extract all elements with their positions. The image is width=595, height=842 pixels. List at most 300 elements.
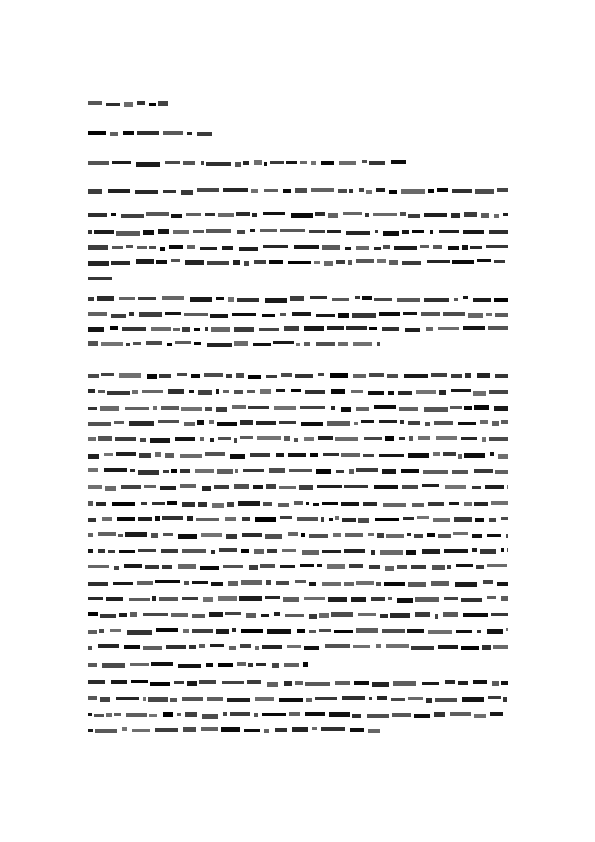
illegible-word [88, 422, 111, 426]
illegible-word [377, 342, 380, 346]
illegible-word [463, 613, 488, 617]
illegible-word [114, 566, 119, 570]
illegible-word [393, 681, 416, 686]
illegible-word [428, 502, 444, 506]
illegible-word [159, 374, 171, 378]
illegible-word [322, 582, 341, 586]
illegible-word [335, 681, 350, 685]
illegible-word [382, 629, 405, 633]
illegible-word [237, 230, 245, 234]
illegible-word [253, 343, 271, 346]
illegible-word [424, 298, 449, 302]
illegible-word [166, 645, 186, 649]
illegible-word [284, 436, 290, 441]
illegible-word [239, 596, 262, 601]
illegible-word [443, 612, 458, 617]
illegible-word [98, 436, 112, 441]
illegible-word [318, 373, 324, 376]
illegible-word [88, 297, 94, 301]
illegible-word [145, 565, 159, 569]
illegible-word [227, 502, 234, 507]
illegible-word [211, 550, 215, 554]
illegible-word [158, 101, 168, 106]
illegible-word [206, 162, 231, 166]
illegible-word [369, 565, 380, 569]
illegible-word [88, 189, 102, 194]
illegible-word [300, 161, 307, 164]
illegible-word [88, 161, 109, 165]
illegible-word [345, 533, 363, 537]
illegible-word [250, 229, 255, 232]
illegible-word [104, 468, 127, 472]
illegible-word [321, 517, 324, 522]
illegible-word [305, 682, 330, 686]
illegible-word [121, 485, 141, 489]
illegible-word [218, 663, 233, 667]
illegible-word [494, 214, 499, 218]
illegible-word [474, 714, 486, 718]
illegible-word [116, 231, 140, 236]
illegible-word [288, 453, 306, 457]
illegible-word [210, 314, 228, 318]
illegible-word [186, 213, 201, 216]
illegible-word [420, 245, 429, 248]
illegible-word [192, 629, 213, 633]
illegible-word [281, 373, 292, 377]
illegible-word [181, 190, 193, 195]
illegible-word [265, 534, 282, 539]
illegible-word [129, 598, 150, 601]
illegible-word [301, 422, 323, 426]
illegible-word [130, 469, 135, 472]
illegible-word [102, 517, 112, 521]
illegible-word [266, 375, 277, 378]
illegible-word [422, 682, 439, 685]
illegible-word [264, 162, 267, 166]
illegible-word [265, 298, 287, 303]
illegible-word [233, 260, 240, 265]
illegible-word [323, 453, 339, 456]
illegible-word [116, 697, 139, 700]
illegible-word [254, 549, 264, 554]
illegible-word [88, 729, 93, 732]
illegible-word [234, 390, 243, 394]
illegible-word [415, 612, 430, 617]
illegible-word [124, 102, 133, 107]
illegible-word [309, 614, 317, 619]
illegible-word [362, 296, 372, 300]
illegible-word [283, 597, 299, 602]
illegible-word [489, 390, 508, 394]
illegible-word [196, 518, 219, 521]
illegible-word [373, 213, 397, 216]
illegible-word [88, 501, 93, 506]
illegible-word [110, 132, 118, 136]
illegible-word [209, 612, 223, 617]
illegible-word [398, 391, 412, 395]
illegible-word [182, 697, 203, 701]
illegible-word [200, 566, 219, 570]
illegible-word [443, 312, 465, 316]
illegible-word [356, 259, 374, 263]
illegible-word [327, 564, 345, 569]
illegible-word [472, 548, 477, 552]
illegible-word [443, 452, 456, 456]
illegible-word [387, 374, 398, 378]
illegible-word [185, 260, 204, 265]
illegible-word [383, 503, 406, 507]
illegible-word [201, 161, 204, 165]
illegible-word [353, 374, 366, 378]
illegible-word [458, 454, 462, 459]
illegible-word [461, 598, 482, 602]
illegible-word [175, 437, 195, 441]
illegible-word [156, 260, 167, 264]
illegible-word [362, 160, 367, 163]
illegible-word [490, 712, 503, 716]
illegible-word [183, 727, 196, 732]
illegible-word [497, 582, 508, 586]
illegible-word [491, 501, 508, 505]
illegible-word [487, 564, 507, 567]
illegible-word [376, 188, 385, 192]
illegible-word [160, 247, 165, 251]
illegible-word [198, 390, 212, 395]
illegible-word [431, 581, 449, 586]
illegible-word [301, 533, 305, 537]
illegible-word [444, 549, 468, 553]
illegible-word [163, 533, 173, 536]
illegible-word [139, 453, 151, 458]
illegible-word [325, 644, 350, 648]
illegible-word [123, 131, 134, 135]
illegible-word [146, 212, 169, 216]
illegible-word [291, 389, 301, 392]
illegible-word [110, 326, 118, 330]
illegible-word [300, 564, 314, 567]
illegible-word [252, 213, 257, 217]
illegible-word [303, 662, 308, 667]
illegible-word [219, 548, 237, 552]
illegible-word [205, 213, 215, 216]
illegible-word [309, 230, 325, 233]
illegible-word [445, 680, 455, 684]
illegible-word [152, 596, 156, 601]
illegible-word [171, 259, 180, 262]
illegible-word [211, 327, 230, 332]
illegible-word [456, 564, 473, 567]
illegible-word [88, 437, 96, 441]
illegible-word [221, 727, 240, 732]
illegible-word [283, 189, 291, 193]
illegible-word [88, 327, 104, 332]
illegible-word [88, 518, 96, 522]
illegible-word [88, 680, 105, 684]
illegible-word [226, 534, 237, 539]
illegible-word [178, 534, 197, 539]
illegible-word [163, 131, 183, 135]
illegible-word [382, 469, 396, 474]
illegible-word [491, 613, 508, 616]
illegible-word [369, 327, 377, 330]
illegible-word [274, 612, 280, 616]
illegible-word [345, 247, 351, 250]
illegible-word [412, 503, 424, 507]
illegible-word [349, 469, 354, 474]
illegible-word [88, 612, 98, 616]
illegible-word [197, 420, 204, 425]
illegible-word [202, 486, 211, 491]
illegible-word [237, 662, 246, 666]
illegible-word [138, 549, 156, 552]
illegible-word [411, 646, 434, 650]
illegible-word [161, 549, 178, 553]
illegible-word [141, 502, 147, 505]
illegible-word [262, 314, 275, 317]
illegible-word [454, 298, 458, 301]
illegible-word [439, 390, 446, 395]
illegible-word [223, 188, 248, 192]
illegible-word [88, 663, 97, 667]
illegible-word [187, 681, 197, 686]
illegible-word [240, 644, 251, 648]
illegible-word [335, 437, 358, 441]
illegible-word [309, 582, 316, 586]
illegible-word [336, 470, 344, 473]
illegible-word [209, 420, 214, 424]
illegible-word [328, 213, 338, 218]
illegible-word [369, 697, 372, 700]
illegible-word [369, 373, 384, 377]
illegible-word [335, 516, 339, 520]
illegible-word [140, 438, 146, 442]
illegible-word [358, 518, 369, 523]
illegible-word [100, 697, 110, 702]
illegible-word [389, 260, 398, 265]
illegible-word [332, 298, 349, 301]
illegible-word [241, 580, 262, 585]
illegible-word [282, 549, 296, 552]
illegible-word [280, 229, 305, 232]
illegible-word [374, 298, 392, 301]
illegible-word [435, 614, 438, 619]
illegible-word [267, 549, 277, 553]
illegible-word [126, 343, 130, 346]
illegible-word [319, 629, 331, 632]
illegible-word [339, 161, 356, 165]
illegible-word [289, 469, 312, 472]
illegible-word [105, 486, 116, 491]
illegible-word [254, 160, 262, 165]
illegible-word [304, 597, 325, 600]
illegible-word [235, 469, 238, 473]
illegible-word [482, 645, 491, 650]
illegible-word [492, 421, 499, 426]
illegible-word [353, 342, 372, 346]
illegible-word [331, 389, 345, 394]
illegible-word [376, 644, 381, 648]
illegible-word [161, 406, 179, 410]
illegible-word [305, 390, 325, 394]
illegible-word [218, 213, 234, 217]
illegible-word [397, 598, 413, 603]
illegible-word [379, 420, 397, 423]
illegible-word [132, 390, 138, 394]
illegible-word [155, 452, 161, 457]
illegible-word [488, 326, 508, 330]
illegible-word [207, 697, 223, 701]
illegible-word [304, 342, 310, 346]
illegible-word [94, 230, 114, 234]
illegible-word [106, 103, 120, 106]
illegible-word [464, 453, 485, 458]
illegible-word [490, 452, 494, 456]
illegible-word [143, 646, 162, 650]
illegible-word [177, 373, 187, 376]
illegible-word [260, 564, 275, 568]
illegible-word [383, 245, 390, 249]
illegible-word [111, 680, 127, 684]
illegible-word [349, 564, 363, 568]
illegible-word [389, 190, 397, 194]
illegible-word [178, 664, 201, 668]
illegible-word [329, 518, 333, 521]
illegible-word [189, 390, 194, 393]
illegible-word [88, 245, 108, 250]
illegible-word [251, 189, 258, 193]
illegible-word [88, 630, 97, 634]
illegible-word [143, 613, 168, 616]
illegible-word [344, 582, 354, 586]
illegible-word [98, 644, 119, 648]
illegible-word [294, 245, 319, 249]
illegible-word [402, 230, 409, 234]
illegible-word [368, 533, 374, 536]
illegible-word [468, 313, 483, 318]
illegible-word [171, 214, 182, 218]
illegible-word [455, 582, 477, 587]
illegible-word [402, 485, 418, 489]
illegible-word [494, 298, 508, 302]
illegible-word [106, 713, 112, 717]
illegible-word [98, 390, 105, 393]
illegible-word [129, 421, 154, 426]
illegible-word [408, 697, 423, 700]
illegible-word [424, 407, 448, 412]
illegible-word [394, 246, 417, 250]
illegible-word [122, 327, 146, 331]
illegible-word [207, 343, 232, 347]
illegible-word [371, 597, 385, 601]
illegible-word [88, 565, 109, 568]
illegible-word [401, 469, 419, 473]
illegible-word [367, 714, 389, 718]
illegible-word [439, 230, 459, 233]
illegible-word [304, 437, 314, 441]
illegible-word [304, 646, 319, 650]
illegible-word [401, 189, 425, 194]
illegible-word [206, 229, 231, 233]
illegible-word [330, 373, 348, 378]
illegible-word [312, 727, 317, 730]
illegible-word [200, 247, 217, 250]
illegible-word [305, 712, 325, 716]
illegible-word [474, 469, 493, 473]
illegible-word [150, 438, 170, 443]
illegible-word [434, 712, 445, 717]
illegible-word [356, 407, 369, 411]
illegible-word [151, 533, 158, 538]
illegible-word [454, 517, 472, 522]
illegible-word [88, 341, 98, 346]
illegible-word [414, 534, 423, 538]
illegible-word [386, 534, 404, 538]
illegible-word [433, 518, 450, 522]
illegible-word [356, 628, 378, 633]
illegible-word [232, 628, 236, 632]
illegible-word [129, 312, 134, 316]
illegible-word [462, 245, 468, 250]
illegible-word [434, 421, 453, 425]
illegible-word [182, 327, 190, 332]
illegible-word [263, 245, 288, 248]
illegible-word [165, 161, 180, 164]
illegible-word [125, 407, 149, 410]
illegible-word [185, 712, 197, 717]
illegible-word [124, 564, 142, 568]
illegible-word [136, 162, 160, 167]
illegible-word [155, 580, 180, 583]
illegible-word [95, 729, 117, 733]
illegible-word [88, 230, 92, 234]
illegible-word [138, 297, 156, 300]
illegible-word [240, 436, 253, 439]
illegible-word [507, 485, 508, 489]
illegible-word [356, 468, 378, 472]
illegible-word [299, 485, 313, 490]
illegible-word [184, 313, 208, 316]
illegible-word [88, 389, 95, 393]
illegible-word [286, 161, 297, 164]
illegible-word [485, 485, 504, 489]
illegible-word [322, 502, 338, 505]
illegible-word [124, 645, 140, 649]
illegible-word [279, 486, 296, 489]
illegible-word [316, 342, 335, 346]
illegible-word [226, 374, 232, 378]
illegible-word [363, 454, 374, 457]
illegible-word [404, 374, 428, 378]
illegible-word [349, 189, 353, 193]
illegible-word [406, 550, 416, 555]
illegible-word [180, 484, 196, 488]
illegible-word [182, 597, 198, 600]
illegible-word [341, 453, 360, 457]
illegible-word [248, 663, 253, 667]
illegible-word [380, 550, 403, 555]
illegible-word [334, 630, 353, 633]
illegible-word [288, 261, 311, 264]
illegible-word [238, 501, 260, 506]
illegible-word [198, 502, 207, 507]
illegible-word [294, 438, 298, 442]
illegible-word [264, 729, 269, 733]
illegible-word [384, 582, 405, 586]
illegible-word [165, 453, 174, 458]
illegible-word [138, 517, 152, 521]
illegible-word [456, 630, 472, 633]
illegible-word [207, 261, 229, 265]
